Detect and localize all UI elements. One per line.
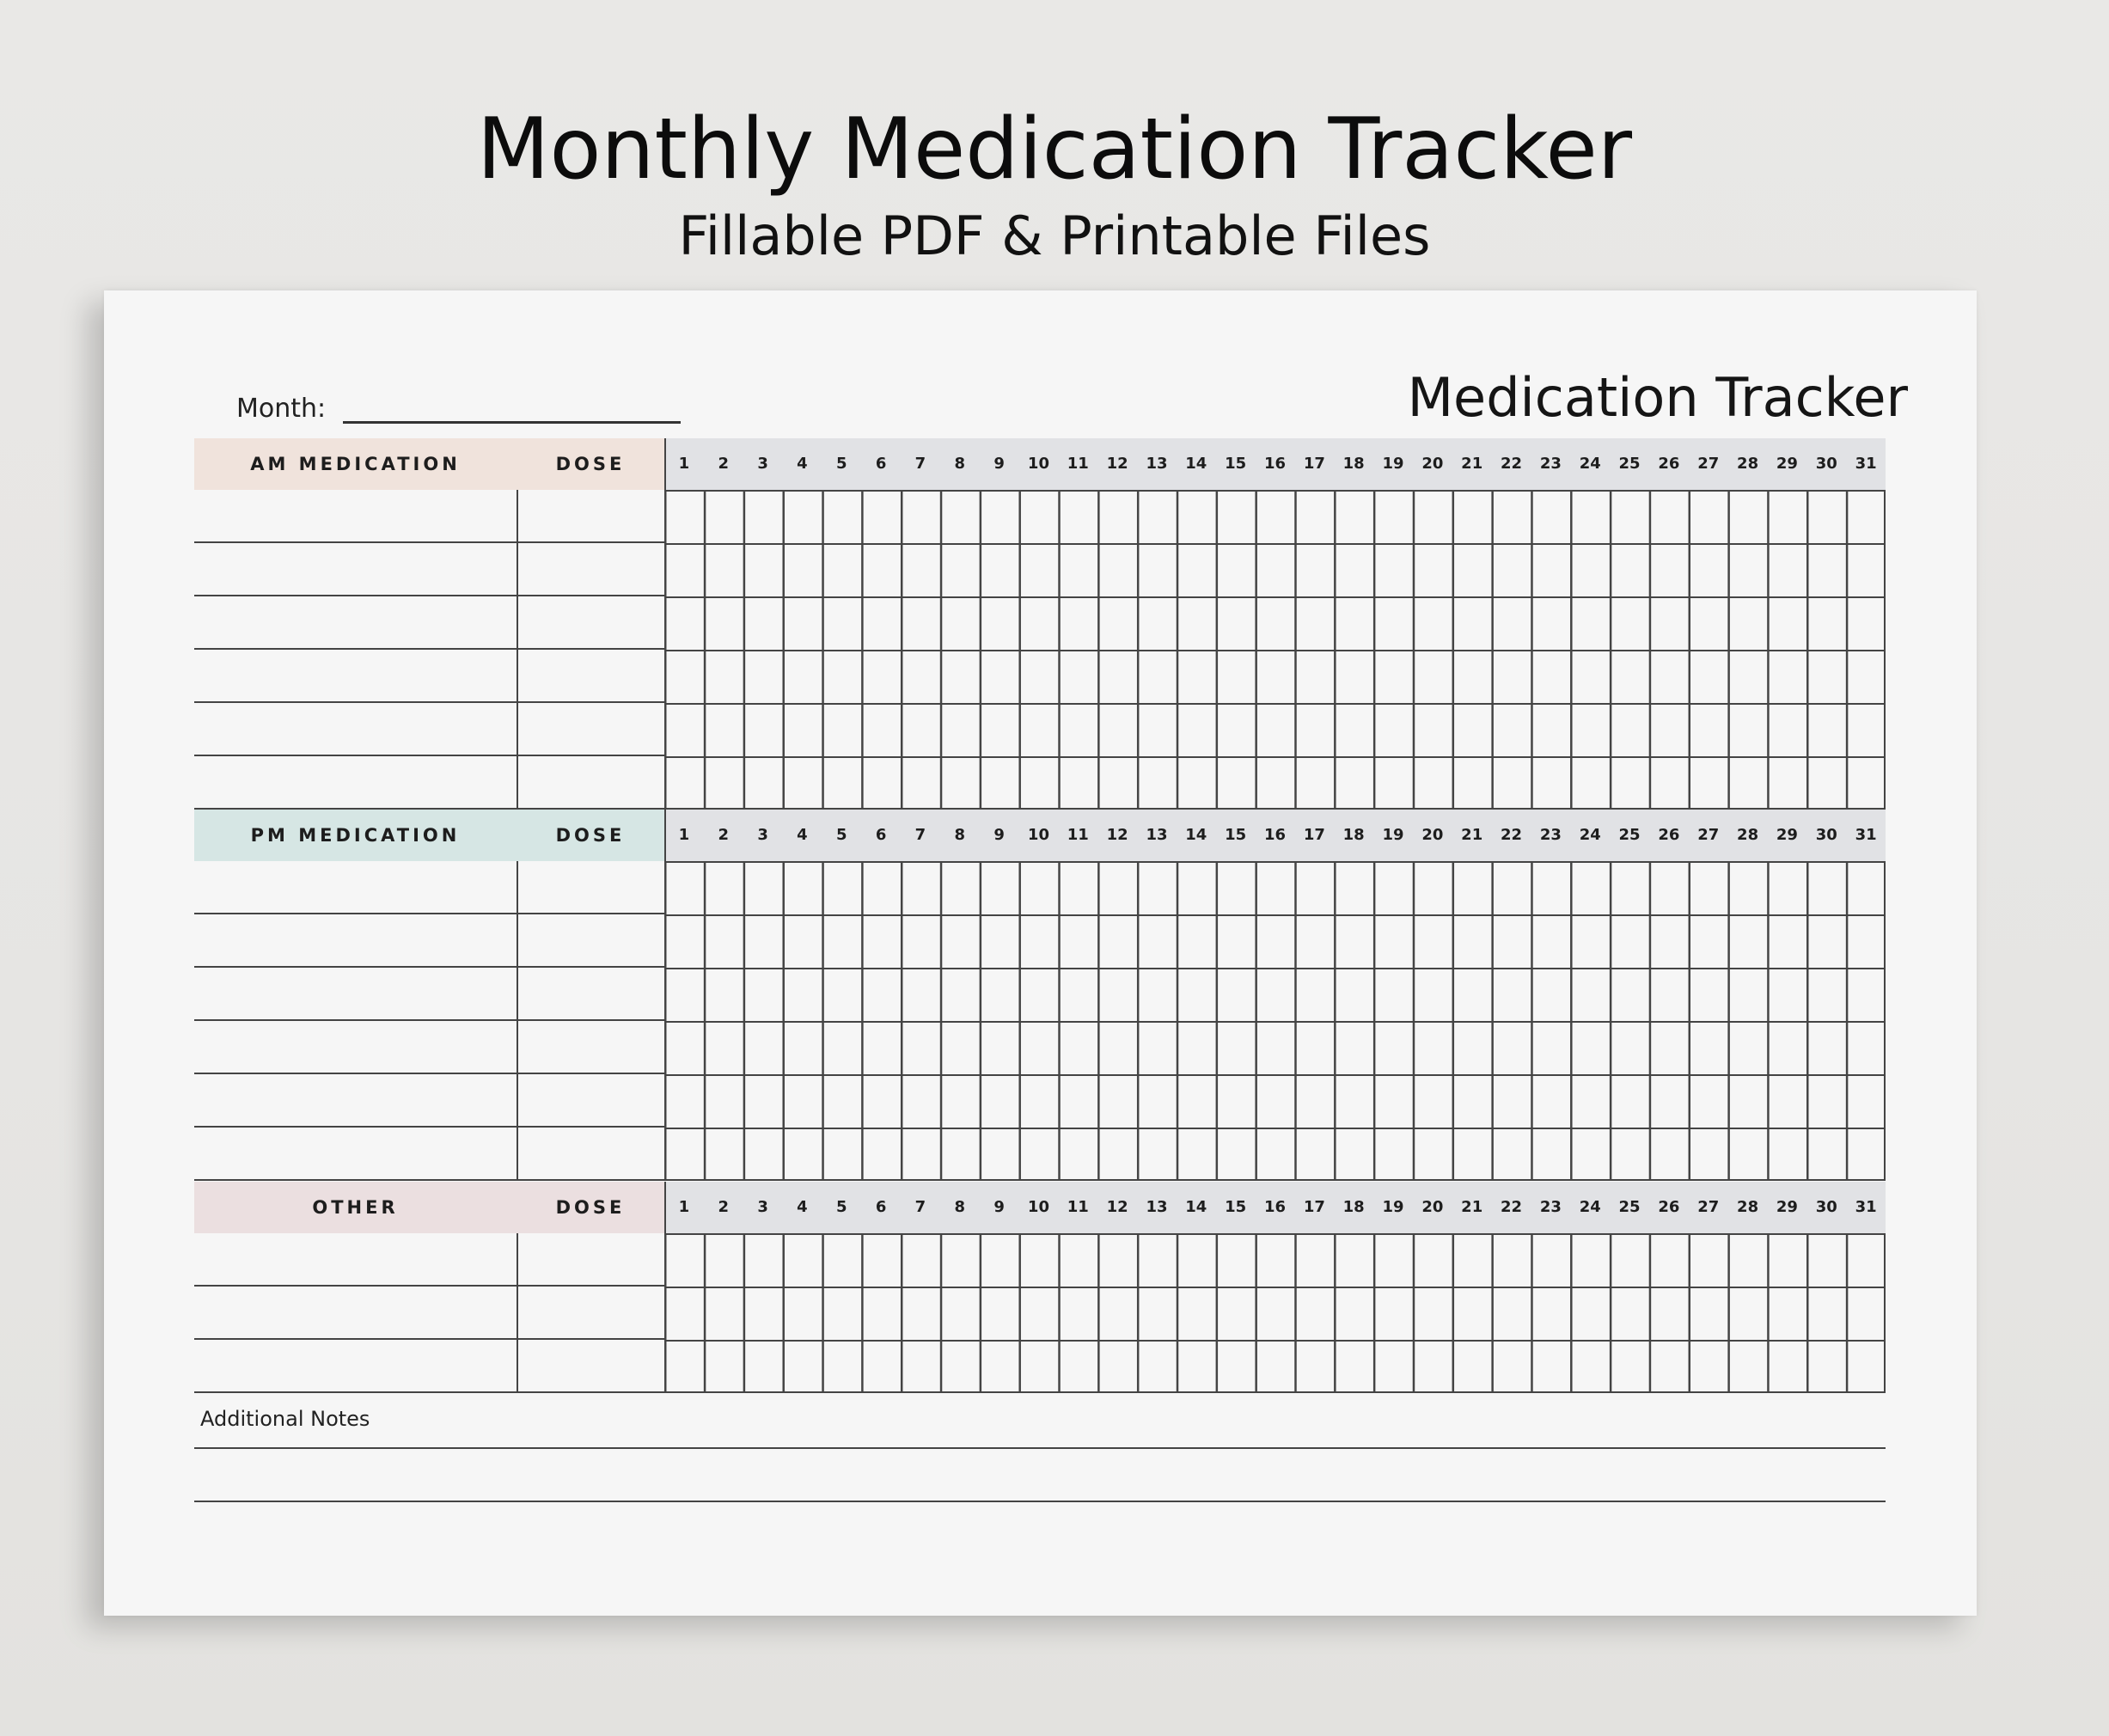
day-number: 20	[1421, 455, 1444, 473]
day-number: 2	[718, 826, 729, 844]
day-number: 13	[1146, 826, 1168, 844]
day-number: 14	[1185, 1198, 1207, 1216]
day-number: 24	[1579, 1198, 1601, 1216]
day-number: 26	[1658, 455, 1680, 473]
day-number: 29	[1776, 826, 1798, 844]
day-number: 13	[1146, 455, 1168, 473]
checkbox-grid[interactable]	[664, 490, 1886, 810]
day-number: 26	[1658, 1198, 1680, 1216]
dose-column-label: DOSE	[555, 1197, 626, 1218]
day-number: 27	[1697, 826, 1720, 844]
day-number: 9	[993, 455, 1005, 473]
day-number: 4	[797, 1198, 808, 1216]
day-number: 15	[1225, 826, 1247, 844]
notes-label: Additional Notes	[200, 1407, 370, 1431]
section-name-label: PM MEDICATION	[250, 825, 461, 846]
day-header-strip	[664, 438, 1886, 490]
day-number: 14	[1185, 826, 1207, 844]
day-header-strip	[664, 810, 1886, 861]
day-number: 7	[914, 1198, 926, 1216]
day-number: 15	[1225, 1198, 1247, 1216]
day-number: 5	[836, 455, 847, 473]
day-number: 25	[1618, 826, 1641, 844]
day-number: 28	[1737, 455, 1759, 473]
day-number: 12	[1106, 826, 1128, 844]
day-number: 11	[1067, 826, 1089, 844]
tracker-section	[194, 810, 1886, 1181]
day-number: 30	[1815, 1198, 1837, 1216]
month-label: Month:	[236, 394, 327, 424]
day-number: 25	[1618, 455, 1641, 473]
day-number: 28	[1737, 1198, 1759, 1216]
day-number: 3	[757, 1198, 768, 1216]
day-number: 9	[993, 826, 1005, 844]
medication-entry-rows[interactable]	[194, 490, 664, 810]
notes-line[interactable]	[194, 1447, 1886, 1449]
day-number: 12	[1106, 455, 1128, 473]
day-number: 7	[914, 826, 926, 844]
day-number: 31	[1855, 1198, 1877, 1216]
tracker-section	[194, 438, 1886, 810]
day-number: 27	[1697, 1198, 1720, 1216]
tracker-sheet	[104, 290, 1977, 1616]
day-number: 30	[1815, 826, 1837, 844]
day-number: 23	[1539, 1198, 1562, 1216]
day-number: 31	[1855, 826, 1877, 844]
day-number: 7	[914, 455, 926, 473]
day-number: 6	[875, 455, 887, 473]
day-number: 4	[797, 455, 808, 473]
day-number: 18	[1342, 1198, 1365, 1216]
day-number: 27	[1697, 455, 1720, 473]
day-number: 21	[1461, 1198, 1483, 1216]
day-number: 8	[954, 826, 966, 844]
tracker-section	[194, 1182, 1886, 1393]
day-header-strip	[664, 1182, 1886, 1233]
day-number: 21	[1461, 455, 1483, 473]
day-number: 29	[1776, 1198, 1798, 1216]
day-number: 6	[875, 1198, 887, 1216]
day-number: 11	[1067, 1198, 1089, 1216]
medication-entry-rows[interactable]	[194, 1233, 664, 1393]
day-number: 17	[1303, 1198, 1325, 1216]
day-number: 18	[1342, 826, 1365, 844]
day-number: 8	[954, 1198, 966, 1216]
day-number: 22	[1501, 455, 1523, 473]
section-header	[194, 810, 1886, 861]
day-number: 8	[954, 455, 966, 473]
checkbox-grid[interactable]	[664, 861, 1886, 1181]
day-number: 14	[1185, 455, 1207, 473]
dose-column-divider	[517, 861, 518, 1181]
day-number: 5	[836, 826, 847, 844]
day-number: 10	[1027, 826, 1049, 844]
day-number: 25	[1618, 1198, 1641, 1216]
day-number: 16	[1263, 826, 1287, 844]
page-subtitle: Fillable PDF & Printable Files	[678, 205, 1431, 267]
day-number: 22	[1501, 1198, 1523, 1216]
day-number: 21	[1461, 826, 1483, 844]
day-number: 3	[757, 826, 768, 844]
day-number: 19	[1382, 455, 1404, 473]
medication-entry-rows[interactable]	[194, 861, 664, 1181]
section-header	[194, 438, 1886, 490]
day-number: 18	[1342, 455, 1365, 473]
dose-column-divider	[517, 490, 518, 810]
day-number: 10	[1027, 1198, 1049, 1216]
day-number: 19	[1382, 826, 1404, 844]
day-number: 2	[718, 455, 729, 473]
day-number: 5	[836, 1198, 847, 1216]
day-number: 24	[1579, 455, 1601, 473]
day-number: 6	[875, 826, 887, 844]
section-header	[194, 1182, 1886, 1233]
day-number: 13	[1146, 1198, 1168, 1216]
day-number: 16	[1263, 1198, 1287, 1216]
checkbox-grid[interactable]	[664, 1233, 1886, 1393]
day-number: 17	[1303, 455, 1325, 473]
notes-line[interactable]	[194, 1501, 1886, 1502]
day-number: 23	[1539, 826, 1562, 844]
day-number: 10	[1027, 455, 1049, 473]
day-number: 19	[1382, 1198, 1404, 1216]
day-number: 1	[678, 826, 690, 844]
month-input-line[interactable]	[343, 421, 681, 424]
day-number: 2	[718, 1198, 729, 1216]
day-number: 20	[1421, 826, 1444, 844]
dose-column-label: DOSE	[555, 825, 626, 846]
day-number: 3	[757, 455, 768, 473]
day-number: 29	[1776, 455, 1798, 473]
day-number: 26	[1658, 826, 1680, 844]
day-number: 20	[1421, 1198, 1444, 1216]
day-number: 30	[1815, 455, 1837, 473]
day-number: 12	[1106, 1198, 1128, 1216]
day-number: 9	[993, 1198, 1005, 1216]
day-number: 4	[797, 826, 808, 844]
dose-column-label: DOSE	[555, 454, 626, 474]
sheet-title: Medication Tracker	[1407, 366, 1908, 429]
day-number: 16	[1263, 455, 1287, 473]
section-name-label: AM MEDICATION	[250, 454, 461, 474]
day-number: 28	[1737, 826, 1759, 844]
day-number: 31	[1855, 455, 1877, 473]
dose-column-divider	[517, 1233, 518, 1393]
day-number: 23	[1539, 455, 1562, 473]
day-number: 1	[678, 455, 690, 473]
day-number: 11	[1067, 455, 1089, 473]
day-number: 22	[1501, 826, 1523, 844]
page-title: Monthly Medication Tracker	[476, 101, 1633, 199]
section-name-label: OTHER	[312, 1197, 399, 1218]
day-number: 24	[1579, 826, 1601, 844]
day-number: 17	[1303, 826, 1325, 844]
day-number: 15	[1225, 455, 1247, 473]
day-number: 1	[678, 1198, 690, 1216]
